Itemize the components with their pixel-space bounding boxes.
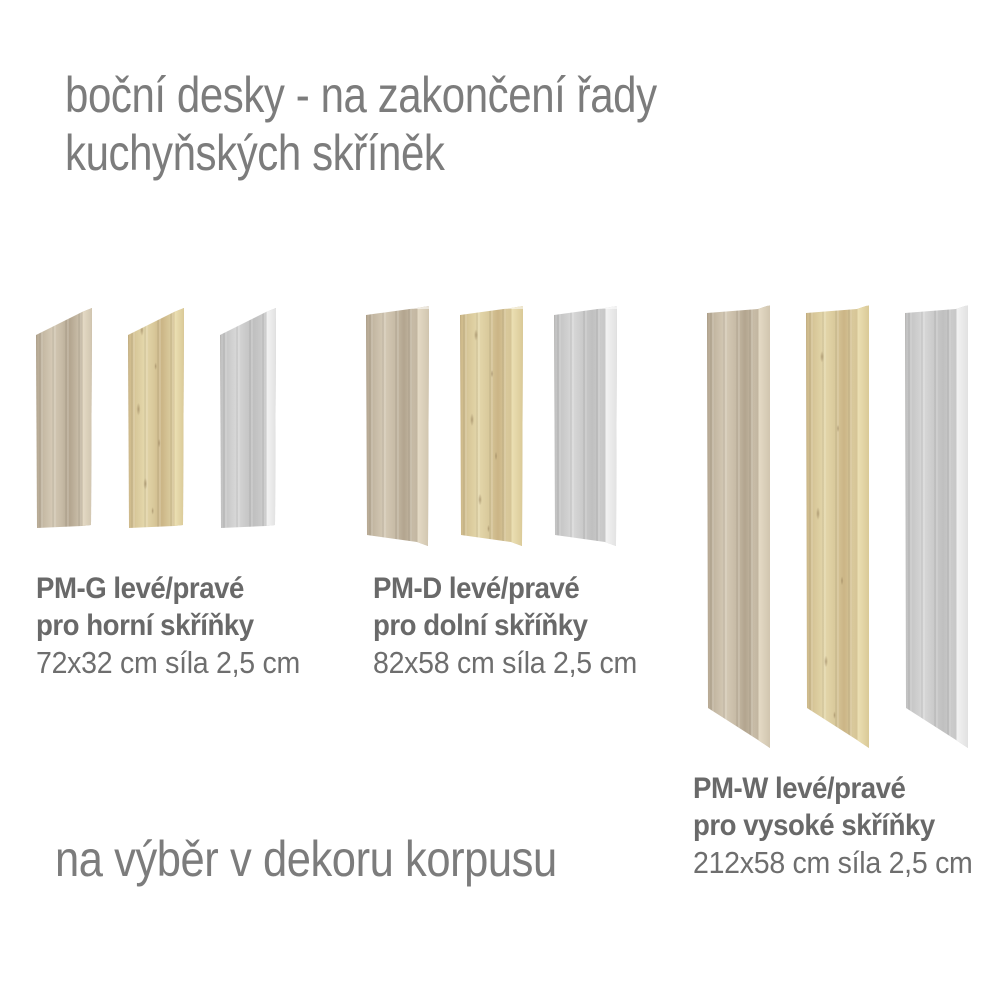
panel-pm-d-artisan-oak (459, 306, 524, 548)
page-title (65, 66, 657, 182)
product-code-pm-g: PM-G levé/pravé (36, 572, 244, 605)
product-code-pm-d: PM-D levé/pravé (373, 572, 580, 605)
panel-row-pm-d (365, 306, 618, 548)
panel-row-pm-g (35, 303, 277, 529)
panel-pm-w-artisan-oak (805, 303, 870, 751)
product-target-pm-w: pro vysoké skříňky (693, 809, 935, 842)
product-dimensions-pm-g: 72x32 cm síla 2,5 cm (36, 645, 300, 680)
panel-pm-w-sonoma-oak (706, 303, 771, 751)
panel-pm-g-sonoma-oak (35, 303, 93, 529)
caption-pm-g (36, 570, 323, 681)
product-dimensions-pm-w: 212x58 cm síla 2,5 cm (693, 845, 973, 880)
product-target-pm-d: pro dolní skříňky (373, 609, 588, 642)
panel-pm-d-sonoma-oak (365, 306, 430, 548)
product-code-pm-w: PM-W levé/pravé (693, 772, 906, 805)
page-title-line-2: kuchyňských skříněk (65, 125, 445, 181)
decor-choice-note: na výběr v dekoru korpusu (55, 831, 557, 887)
panel-pm-g-artisan-oak (127, 303, 185, 529)
panel-pm-d-white (553, 306, 618, 548)
panel-row-pm-w (706, 303, 969, 751)
product-dimensions-pm-d: 82x58 cm síla 2,5 cm (373, 645, 637, 680)
page-title-line-1: boční desky - na zakončení řady (65, 67, 657, 123)
panel-pm-w-white (904, 303, 969, 751)
product-target-pm-g: pro horní skříňky (36, 609, 254, 642)
panel-pm-g-white (219, 303, 277, 529)
caption-pm-w (693, 770, 997, 881)
caption-pm-d (373, 570, 660, 681)
